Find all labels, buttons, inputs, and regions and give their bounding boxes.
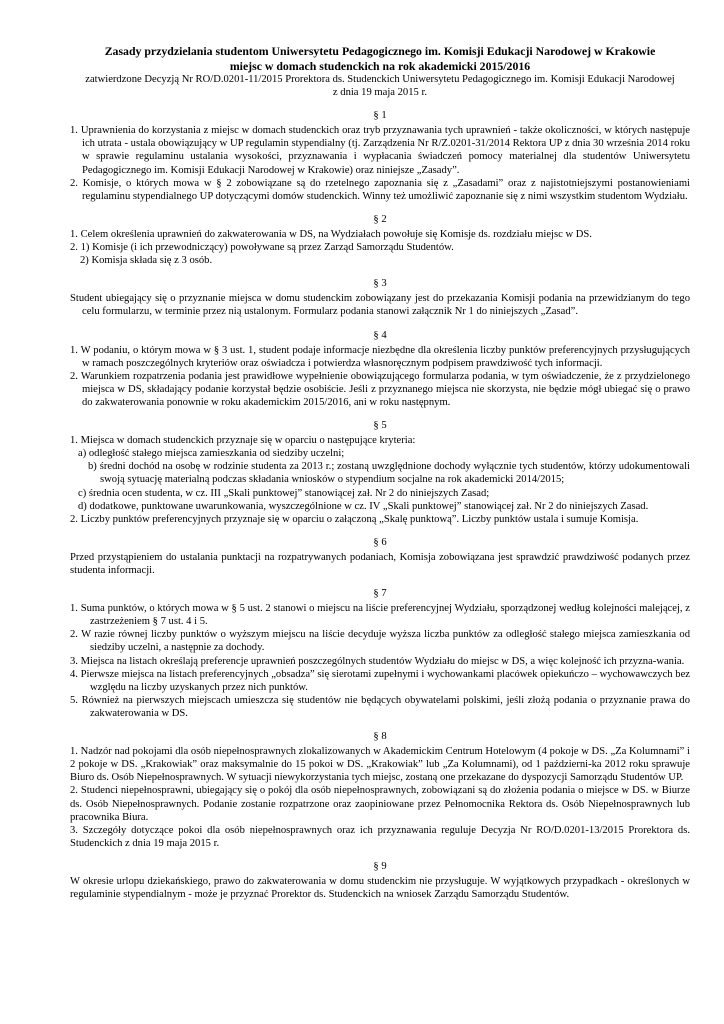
section-item: 4. Pierwsze miejsca na listach preferencyjnych „obsadza” się sierotami zupełnymi i wychowankami placówek opiekuńczo – wychowawczych bez względu na liczby uzyskanych przez nich punktów.: [70, 668, 690, 693]
section-8: [70, 730, 690, 850]
section-4: [70, 329, 690, 410]
section-5: [70, 419, 690, 526]
section-3: [70, 277, 690, 318]
section-9: [70, 860, 690, 901]
section-heading: § 1: [373, 110, 387, 122]
section-item: 2. Komisje, o których mowa w § 2 zobowiązane są do rzetelnego zapoznania się z „Zasadami” oraz z najistotniejszymi postanowieniami regulaminu stypendialnego UP dotyczącymi domów studenckich. Winny też umożliwić zapoznanie się z nimi wszystkim studentom Wydziału.: [70, 177, 690, 202]
section-heading: § 7: [373, 588, 387, 600]
section-heading: § 2: [373, 213, 387, 225]
document-title-line-1: Zasady przydzielania studentom Uniwersytetu Pedagogicznego im. Komisji Edukacji Narodowej w Krakowie: [104, 44, 656, 58]
section-item: 1. Nadzór nad pokojami dla osób niepełnosprawnych zlokalizowanych w Akademickim Centrum Hotelowym (4 pokoje w DS. „Za Kolumnami” i 2 pokoje w DS. „Krakowiak” oraz maksymalnie do 15 pokoi w DS. „Krakowiak” lub „Za Kolumnami), od 1 październi-ka 2012 roku sprawuje Biuro ds. Osób Niepełnosprawnych. W sytuacji niewykorzystania tych miejsc, zostaną one przekazane do dyspozycji Samorządu Studentów UP.: [70, 746, 690, 784]
subtitle-line-2: z dnia 19 maja 2015 r.: [332, 87, 428, 99]
section-intro: 1. Miejsca w domach studenckich przyznaje się w oparciu o następujące kryteria:: [70, 435, 416, 447]
document-subtitle: [70, 73, 690, 99]
section-item: 1. Uprawnienia do korzystania z miejsc w domach studenckich oraz tryb przyznawania tych uprawnień - także okoliczności, w których następuje ich utrata - ustala obowiązujący w UP regulamin stypendialny (tj. Zarządzenia Nr R/Z.0201-31/2014 Rektora UP z dnia 30 września 2014 roku w sprawie regulaminu ustalania wysokości, przyznawania i wypłacania świadczeń pomocy materialnej dla studentów Uniwersytetu Pedagogicznego im. Komisji Edukacji Narodowej w Krakowie) oraz niniejsze „Zasady”.: [70, 125, 690, 176]
section-text: Student ubiegający się o przyznanie miejsca w domu studenckim zobowiązany jest do przekazania Komisji podania na przewidzianym do tego celu formularzu, w terminie przez nią ustalonym. Formularz podania stanowi załącznik Nr 1 do niniejszych „Zasad”.: [70, 293, 690, 318]
section-item: 3. Szczegóły dotyczące pokoi dla osób niepełnosprawnych oraz ich przyznawania reguluje Decyzja Nr RO/D.0201-13/2015 Prorektora ds. Studenckich z dnia 19 maja 2015 r.: [70, 824, 690, 849]
section-item: 1. W podaniu, o którym mowa w § 3 ust. 1, student podaje informacje niezbędne dla określenia liczby punktów preferencyjnych przysługujących w ramach poszczególnych kryteriów oraz oświadcza i potwierdza własnoręcznym podpisem prawdziwość tych informacji.: [70, 344, 690, 369]
section-heading: § 6: [373, 536, 387, 548]
section-item: 2. W razie równej liczby punktów o wyższym miejscu na liście decyduje wyższa liczba punktów za odległość stałego miejsca zamieszkania od siedziby uczelni, a następnie za dochody.: [70, 629, 690, 654]
section-2: [70, 213, 690, 267]
section-item: 2. Studenci niepełnosprawni, ubiegający się o pokój dla osób niepełnosprawnych, zobowiązani są do złożenia podania o miejsce w DS. w Biurze ds. Osób Niepełnosprawnych. Podanie zostanie rozpatrzone oraz zaopiniowane przez Pełnomocnika Rektora ds. Osób Niepełnosprawnych lub pracownika Biura.: [70, 785, 690, 823]
section-heading: § 9: [373, 860, 387, 872]
section-heading: § 4: [373, 329, 387, 341]
criteria-item: c) średnia ocen studenta, w cz. III „Skali punktowej” stanowiącej zał. Nr 2 do niniejszych Zasad;: [78, 487, 490, 499]
section-item: 2. Liczby punktów preferencyjnych przyznaje się w oparciu o załączoną „Skalę punktową”. Liczby punktów ustala i sumuje Komisja.: [70, 513, 639, 525]
section-heading: § 5: [373, 420, 387, 432]
section-text: W okresie urlopu dziekańskiego, prawo do zakwaterowania w domu studenckim nie przysługuje. W wyjątkowych przypadkach - określonych w regulaminie stypendialnym - może je przyznać Prorektor ds. Studenckich na wniosek Zarządu Samorządu Studentów.: [70, 875, 690, 901]
document-title-line-2: miejsc w domach studenckich na rok akademicki 2015/2016: [229, 58, 531, 73]
criteria-item: b) średni dochód na osobę w rodzinie studenta za 2013 r.; zostaną uwzględnione dochody wyłącznie tych studentów, którzy udokumentowali swoją sytuację materialną podczas składania wniosków o stypendium socjalne na rok akademicki 2014/2015;: [88, 461, 690, 486]
section-6: [70, 536, 690, 577]
section-line: 2. 1) Komisje (i ich przewodniczący) powoływane są przez Zarząd Samorządu Studentów.: [70, 242, 454, 254]
section-1: [70, 109, 690, 203]
section-item: 2. Warunkiem rozpatrzenia podania jest prawidłowe wypełnienie obowiązującego formularza podania, w tym oświadczenie, że z przydzielonego miejsca w DS, składający podanie korzystał będzie osobiście. Jeśli z przyznanego miejsca nie skorzysta, nie będzie mógł ubiegać się o prawo do zakwaterowania ponownie w roku akademickim 2015/2016, ani w roku następnym.: [70, 370, 690, 408]
section-text: Przed przystąpieniem do ustalania punktacji na rozpatrywanych podaniach, Komisja zobowiązana jest sprawdzić prawdziwość podanych przez studenta informacji.: [70, 551, 690, 576]
section-line: 1. Celem określenia uprawnień do zakwaterowania w DS, na Wydziałach powołuje się Komisje ds. rozdziału miejsc w DS.: [70, 228, 592, 240]
section-item: 1. Suma punktów, o których mowa w § 5 ust. 2 stanowi o miejscu na liście preferencyjnej Wydziału, sporządzonej według kolejności malejącej, z zastrzeżeniem § 7 ust. 4 i 5.: [70, 603, 690, 628]
section-7: [70, 587, 690, 720]
section-heading: § 3: [373, 278, 387, 290]
section-item: 3. Miejsca na listach określają preferencje uprawnień poszczególnych studentów Wydziału do miejsc w DS, a więc kolejność ich przyzna-wania.: [70, 655, 685, 667]
section-item: 5. Również na pierwszych miejscach umieszcza się studentów nie będących obywatelami polskimi, jeśli złożą podania o przyznanie prawa do zakwaterowania w DS.: [70, 694, 690, 719]
criteria-item: a) odległość stałego miejsca zamieszkania od siedziby uczelni;: [78, 448, 345, 460]
subtitle-line-1: zatwierdzone Decyzją Nr RO/D.0201-11/2015 Prorektora ds. Studenckich Uniwersytetu Pedagogicznego im. Komisji Edukacji Narodowej: [85, 74, 675, 85]
section-heading: § 8: [373, 731, 387, 743]
criteria-item: d) dodatkowe, punktowane uwarunkowania, wyszczególnione w cz. IV „Skali punktowej” stanowiącej zał. Nr 2 do niniejszych Zasad.: [78, 500, 649, 512]
section-line: 2) Komisja składa się z 3 osób.: [80, 255, 213, 267]
